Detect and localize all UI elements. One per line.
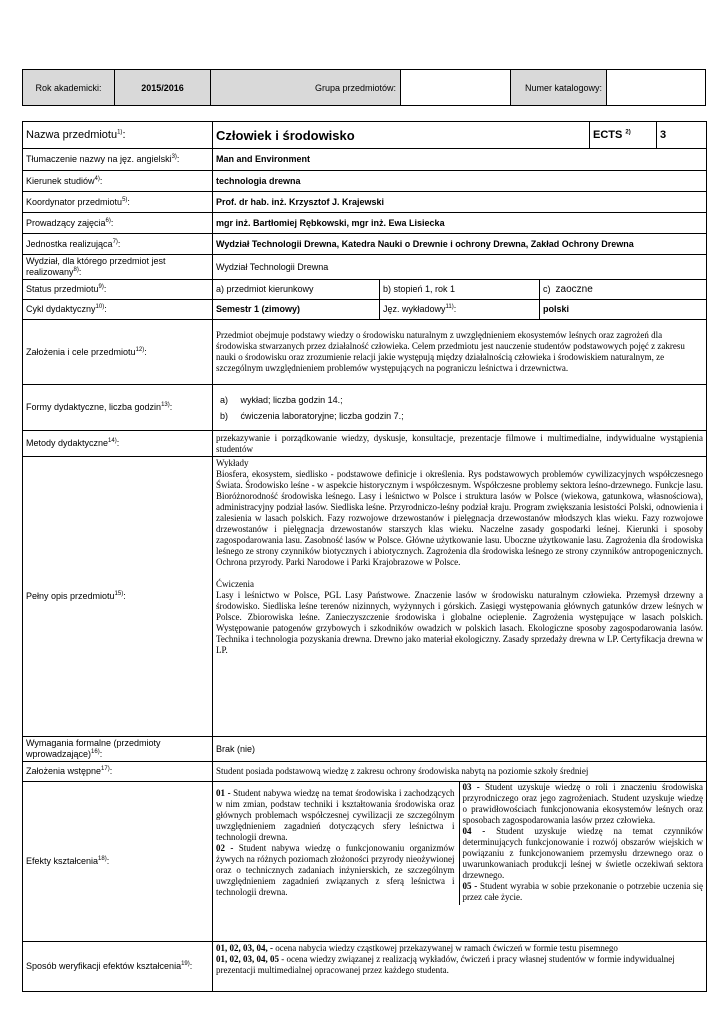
row-cykl (23, 300, 707, 320)
row-opis (23, 457, 707, 737)
opis-label: Pełny opis przedmiotu$^{15)}$: (23, 457, 213, 737)
wymagania-label: Wymagania formalne (przedmioty wprowadzające)$^{16)}$: (23, 737, 213, 762)
row-efekty (23, 782, 707, 942)
weryfikacja-label: Sposób weryfikacji efektów kształcenia$^{19)}$: (23, 942, 213, 992)
row-jednostka (23, 234, 707, 255)
grupa-value (401, 70, 511, 106)
row-tlumaczenie (23, 149, 707, 171)
prowadzacy-label: Prowadzący zajęcia$^{6)}$: (23, 213, 213, 234)
wydzial-value: Wydział Technologii Drewna (213, 255, 707, 280)
prowadzacy-value: mgr inż. Bartłomiej Rębkowski, mgr inż. Ewa Lisiecka (213, 213, 707, 234)
status-label: Status przedmiotu$^{9)}$: (23, 280, 213, 300)
efekt-05: 05 - Student wyrabia w sobie przekonanie o potrzebie uczenia się przez całe życie. (462, 881, 704, 902)
opis-wyklady-title: Wykłady (216, 458, 249, 468)
metody-label: Metody dydaktyczne$^{14)}$: (23, 431, 213, 457)
kierunek-label: Kierunek studiów$^{4)}$: (23, 171, 213, 192)
status-c: c) zaoczne (540, 280, 707, 300)
jezyk-label: Jęz. wykładowy$^{11)}$: (380, 300, 540, 320)
tlumaczenie-label: Tłumaczenie nazwy na jęz. angielski$^{3)}$: (23, 149, 213, 171)
header-table (22, 69, 706, 106)
jednostka-value: Wydział Technologii Drewna, Katedra Nauki o Drewnie i ochrony Drewna, Zakład Ochrony Drewna (213, 234, 707, 255)
kierunek-value: technologia drewna (213, 171, 707, 192)
formy-value: a) wykład; liczba godzin 14.; b) ćwiczenia laboratoryjne; liczba godzin 7.; (213, 385, 707, 431)
formy-label: Formy dydaktyczne, liczba godzin$^{13)}$: (23, 385, 213, 431)
cykl-label: Cykl dydaktyczny$^{10)}$: (23, 300, 213, 320)
numer-value (607, 70, 706, 106)
row-koordynator (23, 192, 707, 213)
rok-value: 2015/2016 (115, 70, 211, 106)
row-zalozenia (23, 320, 707, 385)
jednostka-label: Jednostka realizująca$^{7)}$: (23, 234, 213, 255)
nazwa-label: Nazwa przedmiotu$^{1)}$: (23, 122, 213, 149)
rok-label: Rok akademicki: (23, 70, 115, 106)
row-wymagania (23, 737, 707, 762)
row-kierunek (23, 171, 707, 192)
efekt-01: 01 - Student nabywa wiedzę na temat środowiska i zachodzących w nim zmian, podstaw techniki i kształtowania środowiska oraz głównych problemach współczesnej cywilizacji ze szczególnym uwzględnieniem zagadnień dotyczących sfery leśnictwa i technologii drewna. (216, 788, 455, 842)
weryfikacja-line-2: 01, 02, 03, 04, 05 - ocena wiedzy związanej z realizacją wykładów, ćwiczeń i pracy własnej studentów w formie indywidualnej prezentacji multimedialnej opracowanej przez każdego studenta. (216, 954, 675, 975)
efekt-04: 04 - Student uzyskuje wiedzę na temat czynników determinujących funkcjonowanie i rozwój obszarów wiejskich w powiązaniu z funkcjonowaniem przemysłu drzewnego oraz o uwarunkowaniach produkcji leśnej w świetle oczekiwań sektora drzewnego. (462, 826, 704, 880)
status-a: a) przedmiot kierunkowy (213, 280, 380, 300)
weryfikacja-value (213, 942, 707, 992)
efekty-label: Efekty kształcenia$^{18)}$: (23, 782, 213, 942)
koordynator-value: Prof. dr hab. inż. Krzysztof J. Krajewski (213, 192, 707, 213)
zalozenia-value: Przedmiot obejmuje podstawy wiedzy o środowisku naturalnym z uwzględnieniem ekosystemów leśnych oraz zagrożeń dla środowiska stwarzanych przez działalność człowieka. Celem przedmiotu jest nauczenie studentów podstawowych pojęć z zakresu nauki o środowisku oraz zrozumienie relacji jakie występują między działalnością człowieka i środowiskiem naturalnym, ze szczególnym uwzględnieniem problemów występujących na pograniczu leśnictwa i drzewnictwa. (213, 320, 707, 385)
ects-value: 3 (657, 122, 707, 149)
row-formy (23, 385, 707, 431)
row-prowadzacy (23, 213, 707, 234)
zal-wstepne-value: Student posiada podstawową wiedzę z zakresu ochrony środowiska nabytą na poziomie szkoły średniej (213, 762, 707, 782)
opis-value (213, 457, 707, 737)
row-wydzial (23, 255, 707, 280)
row-nazwa (23, 122, 707, 149)
row-status (23, 280, 707, 300)
opis-wyklady-text: Biosfera, ekosystem, siedlisko - podstawowe definicje i określenia. Rys podstawowych problemów cywilizacyjnych współczesnego Świata. Środowisko leśne - w aspekcie historycznym i współczesnym. Współczesne problemy sektora leśno-drzewnego. Funkcje lasu. Bioróżnorodność środowiska leśnego. Lasy i leśnictwo w Polsce i struktura lasów w Polsce (wiekowa, gatunkowa, własnościowa), administracyjny podział lasów. Siedliska leśne. Przyrodniczo-leśny podział kraju. Program zwiększania lesistości Polski, odnowienia i zalesienia w lasach polskich. Fazy rozwojowe drzewostanów i pielęgnacja drzewostanów młodszych klas wieku. Fazy rozwojowe drzewostanów i pielęgnacja drzewostanów starszych klas wieku. Naczelne zasady gospodarki leśnej. Kierunki i sposoby zagospodarowania lasu. Zasobność lasów w Polsce. Główne użytkowanie lasu. Uboczne użytkowanie lasu. Zagrożenia dla środowiska leśnego ze strony czynników biotycznych i abiotycznych. Zagrożenia dla środowiska leśnego ze strony czynników antropogenicznych. Ochrona przyrody. Parki Narodowe i Parki Krajobrazowe w Polsce. (216, 469, 704, 567)
row-zal-wstepne (23, 762, 707, 782)
nazwa-value: Człowiek i środowisko (213, 122, 590, 149)
efekty-value (213, 782, 707, 942)
status-b: b) stopień 1, rok 1 (380, 280, 540, 300)
cykl-value: Semestr 1 (zimowy) (213, 300, 380, 320)
efekt-03: 03 - Student uzyskuje wiedzę o roli i znaczeniu środowiska przyrodniczego oraz jego zagrożeniach. Student uzyskuje wiedzę o prawidłowościach funkcjonowania ekosystemów leśnych oraz sposobach zagospodarowania lasów przez człowieka. (462, 782, 704, 825)
metody-value: przekazywanie i porządkowanie wiedzy, dyskusje, konsultacje, prezentacje filmowe i multimedialne, indywidualne wystąpienia studentów (213, 431, 707, 457)
zal-wstepne-label: Założenia wstępne$^{17)}$: (23, 762, 213, 782)
efekt-02: 02 - Student nabywa wiedzę o funkcjonowaniu organizmów żywych na różnych poziomach złożoności przyrody nieożywionej oraz o technicznych zadaniach inżynierskich, ze szczególnym uwzględnieniem zagadnień związanych z sferą leśnictwa i technologii drewna. (216, 843, 455, 897)
tlumaczenie-value: Man and Environment (213, 149, 707, 171)
koordynator-label: Koordynator przedmiotu$^{5)}$: (23, 192, 213, 213)
row-metody (23, 431, 707, 457)
numer-label: Numer katalogowy: (511, 70, 607, 106)
ects-label: ECTS $^{2)}$ (590, 122, 657, 149)
grupa-label: Grupa przedmiotów: (211, 70, 401, 106)
row-weryfikacja (23, 942, 707, 992)
opis-cwiczenia-title: Ćwiczenia (216, 579, 254, 589)
jezyk-value: polski (540, 300, 707, 320)
weryfikacja-line-1: 01, 02, 03, 04, - ocena nabycia wiedzy cząstkowej przekazywanej w ramach ćwiczeń w formie testu pisemnego (216, 943, 618, 953)
opis-cwiczenia-text: Lasy i leśnictwo w Polsce, PGL Lasy Państwowe. Znaczenie lasów w środowisku naturalnym człowieka. Przemysł drzewny a środowisko. Siedliska leśne terenów nizinnych, wyżynnych i górskich. Zasięgi występowania głównych gatunków drzew leśnych w Polsce. Zbiorowiska leśne. Zanieczyszczenie środowiska i globalne ocieplenie. Zagrożenia występujące w lasach polskich. Występowanie patogenów grzybowych i szkodników owadzich w polskich lasach. Ekologiczne sposoby zagospodarowania lasów. Technika i technologia pozyskania drewna. Drewno jako materiał ekologiczny. Zasady sprzedaży drewna w LP. Certyfikacja drewna w LP. (216, 590, 704, 655)
wymagania-value: Brak (nie) (213, 737, 707, 762)
zalozenia-label: Założenia i cele przedmiotu$^{12)}$: (23, 320, 213, 385)
wydzial-label: Wydział, dla którego przedmiot jest realizowany$^{8)}$: (23, 255, 213, 280)
course-table (22, 121, 707, 992)
